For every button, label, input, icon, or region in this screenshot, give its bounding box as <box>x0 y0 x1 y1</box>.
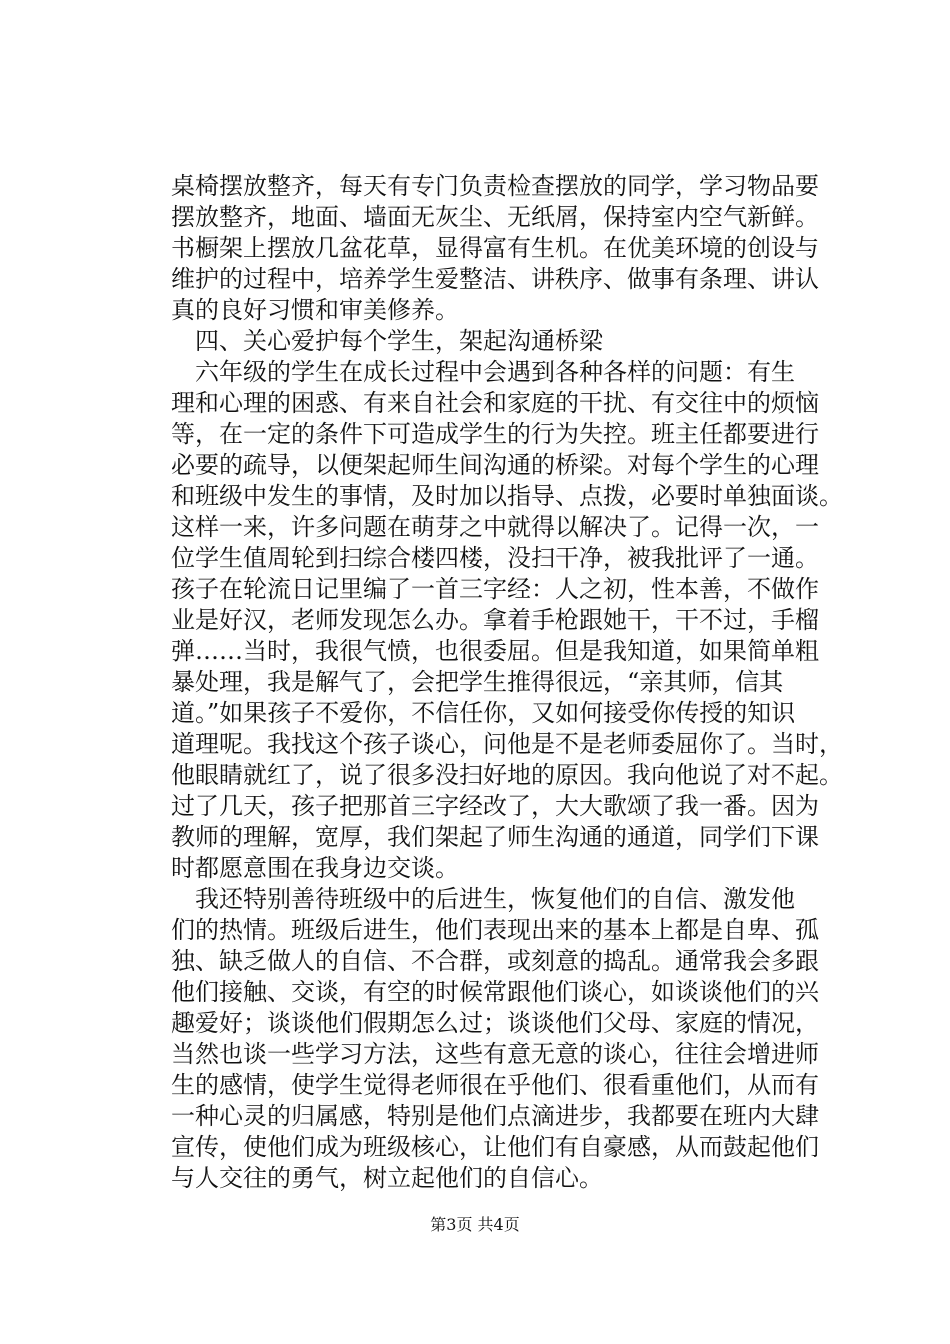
text-line: 必要的疏导，以便架起师生间沟通的桥梁。对每个学生的心理 <box>171 451 819 479</box>
text-line: 过了几天，孩子把那首三字经改了，大大歌颂了我一番。因为 <box>171 792 819 820</box>
text-line: 这样一来，许多问题在萌芽之中就得以解决了。记得一次，一 <box>171 513 819 541</box>
document-body <box>171 171 843 1194</box>
text-line: 书橱架上摆放几盆花草，显得富有生机。在优美环境的创设与 <box>171 234 819 262</box>
text-line: 真的良好习惯和审美修养。 <box>171 296 459 324</box>
page-footer: 第3页 共4页 <box>430 1215 520 1234</box>
text-line: 暴处理，我是解气了，会把学生推得很远，“亲其师，信其 <box>171 668 784 696</box>
text-line: 时都愿意围在我身边交谈。 <box>171 854 459 882</box>
text-line: 孩子在轮流日记里编了一首三字经：人之初，性本善，不做作 <box>171 575 819 603</box>
section-heading: 四、关心爱护每个学生，架起沟通桥梁 <box>195 327 603 355</box>
text-line: 位学生值周轮到扫综合楼四楼，没扫干净，被我批评了一通。 <box>171 544 819 572</box>
text-line: 等，在一定的条件下可造成学生的行为失控。班主任都要进行 <box>171 420 819 448</box>
text-line: 趣爱好；谈谈他们假期怎么过；谈谈他们父母、家庭的情况， <box>171 1009 819 1037</box>
text-line: 业是好汉，老师发现怎么办。拿着手枪跟她干，干不过，手榴 <box>171 606 819 634</box>
text-line: 教师的理解，宽厚，我们架起了师生沟通的通道，同学们下课 <box>171 823 819 851</box>
text-line: 桌椅摆放整齐，每天有专门负责检查摆放的同学，学习物品要 <box>171 172 819 200</box>
text-line: 维护的过程中，培养学生爱整洁、讲秩序、做事有条理、讲认 <box>171 265 819 293</box>
text-line: 一种心灵的归属感，特别是他们点滴进步，我都要在班内大肆 <box>171 1102 819 1130</box>
text-line: 道。”如果孩子不爱你，不信任你，又如何接受你传授的知识 <box>171 699 796 727</box>
text-line: 理和心理的困惑、有来自社会和家庭的干扰、有交往中的烦恼 <box>171 389 819 417</box>
text-line: 们的热情。班级后进生，他们表现出来的基本上都是自卑、孤 <box>171 916 819 944</box>
text-line: 弹……当时，我很气愤，也很委屈。但是我知道，如果简单粗 <box>171 637 819 665</box>
text-line: 与人交往的勇气，树立起他们的自信心。 <box>171 1164 603 1192</box>
text-line: 和班级中发生的事情，及时加以指导、点拨，必要时单独面谈。 <box>171 482 843 510</box>
text-line: 道理呢。我找这个孩子谈心，问他是不是老师委屈你了。当时， <box>171 730 843 758</box>
text-line: 他眼睛就红了，说了很多没扫好地的原因。我向他说了对不起。 <box>171 761 843 789</box>
text-line: 他们接触、交谈，有空的时候常跟他们谈心，如谈谈他们的兴 <box>171 978 819 1006</box>
text-line: 六年级的学生在成长过程中会遇到各种各样的问题：有生 <box>195 358 795 386</box>
text-line: 我还特别善待班级中的后进生，恢复他们的自信、激发他 <box>195 885 795 913</box>
text-line: 生的感情，使学生觉得老师很在乎他们、很看重他们，从而有 <box>171 1071 819 1099</box>
text-line: 当然也谈一些学习方法，这些有意无意的谈心，往往会增进师 <box>171 1040 819 1068</box>
text-line: 摆放整齐，地面、墙面无灰尘、无纸屑，保持室内空气新鲜。 <box>171 203 819 231</box>
text-line: 宣传，使他们成为班级核心，让他们有自豪感，从而鼓起他们 <box>171 1133 819 1161</box>
text-line: 独、缺乏做人的自信、不合群，或刻意的捣乱。通常我会多跟 <box>171 947 819 975</box>
